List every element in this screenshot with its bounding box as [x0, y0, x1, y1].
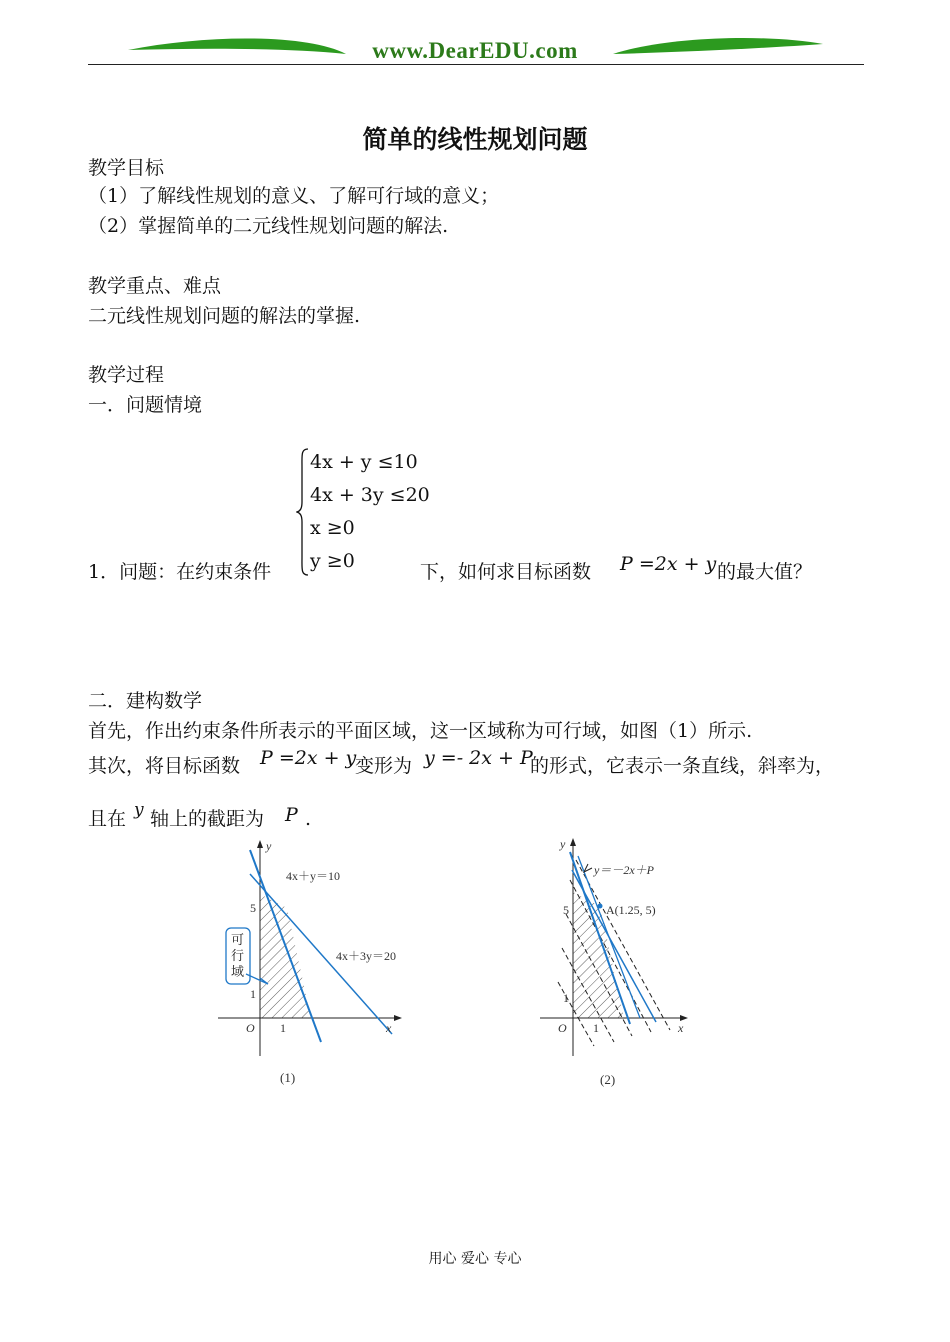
axis-x-label: x [678, 1021, 684, 1035]
brace-icon [296, 447, 310, 577]
paragraph: 首先，作出约束条件所表示的平面区域，这一区域称为可行域，如图（1）所示. [88, 720, 753, 742]
axis-y-label: y [266, 839, 272, 853]
origin-label: O [246, 1021, 255, 1035]
key-points-heading: 教学重点、难点 [88, 275, 222, 297]
objectives-heading: 教学目标 [88, 157, 165, 179]
paragraph-text: 变形为 [355, 755, 413, 777]
objective-function: P =2x + y [260, 747, 357, 769]
y-axis-arrow [570, 838, 576, 846]
y-axis-arrow [257, 840, 263, 848]
figure-caption: (2) [600, 1072, 616, 1087]
page-title: 简单的线性规划问题 [362, 125, 588, 154]
objective-item: （2）掌握简单的二元线性规划问题的解法. [88, 215, 449, 237]
page-footer: 用心 爱心 专心 [428, 1251, 522, 1267]
origin-label: O [558, 1021, 567, 1035]
question-prefix: 1．问题：在约束条件 [88, 561, 272, 583]
header-rule [88, 64, 864, 65]
region-label-char: 域 [231, 965, 245, 980]
site-logo-text: www.DearEDU.com [372, 38, 578, 63]
variable: y [134, 800, 144, 820]
paragraph-text: 其次，将目标函数 [88, 755, 241, 777]
process-heading: 教学过程 [88, 364, 165, 386]
point-label: A(1.25, 5) [606, 903, 656, 917]
question-middle: 下，如何求目标函数 [420, 561, 592, 583]
region-label-char: 可 [231, 933, 245, 948]
objective-function: P =2x + y [620, 553, 717, 575]
feasible-region [260, 894, 311, 1018]
variable: P [285, 804, 298, 826]
paragraph-text: . [305, 808, 312, 830]
right-leaf-decoration [613, 38, 823, 54]
objective-item: （1）了解线性规划的意义、了解可行域的意义； [88, 185, 500, 207]
line-equation: y =- 2x + P [424, 747, 533, 769]
constraint-3: x ≥0 [310, 517, 355, 539]
line-label: y＝－2x＋P [594, 863, 654, 877]
tick-y1-label: 1 [250, 987, 256, 1001]
paragraph-text: 且在 [88, 808, 127, 830]
axis-x-label: x [386, 1021, 392, 1035]
x-axis-arrow [394, 1015, 402, 1021]
figure-caption: (1) [280, 1070, 296, 1085]
tick-x-label: 1 [280, 1021, 286, 1035]
tick-y5-label: 5 [563, 903, 569, 917]
paragraph-text: 轴上的截距为 [150, 808, 265, 830]
paragraph-text: 的形式，它表示一条直线，斜率为， [530, 755, 835, 777]
line-label: 4x＋y＝10 [286, 869, 341, 883]
region-label-char: 行 [231, 949, 245, 964]
tick-y1-label: 1 [563, 991, 569, 1005]
constraint-1: 4x + y ≤10 [310, 451, 418, 473]
constraint-2: 4x + 3y ≤20 [310, 484, 430, 506]
left-leaf-decoration [128, 38, 346, 54]
axis-y-label: y [560, 837, 566, 851]
section-heading: 二．建构数学 [88, 690, 203, 712]
figure-objective-line [536, 832, 706, 1062]
tick-y5-label: 5 [250, 901, 256, 915]
figure-feasible-region [210, 832, 440, 1062]
section-heading: 一．问题情境 [88, 394, 203, 416]
tick-x-label: 1 [593, 1021, 599, 1035]
question-suffix: 的最大值？ [717, 561, 813, 583]
point-a [598, 904, 603, 909]
label-arrow [584, 864, 592, 872]
constraint-4: y ≥0 [310, 550, 355, 572]
key-points-text: 二元线性规划问题的解法的掌握. [88, 305, 361, 327]
line-label: 4x＋3y＝20 [336, 949, 397, 963]
